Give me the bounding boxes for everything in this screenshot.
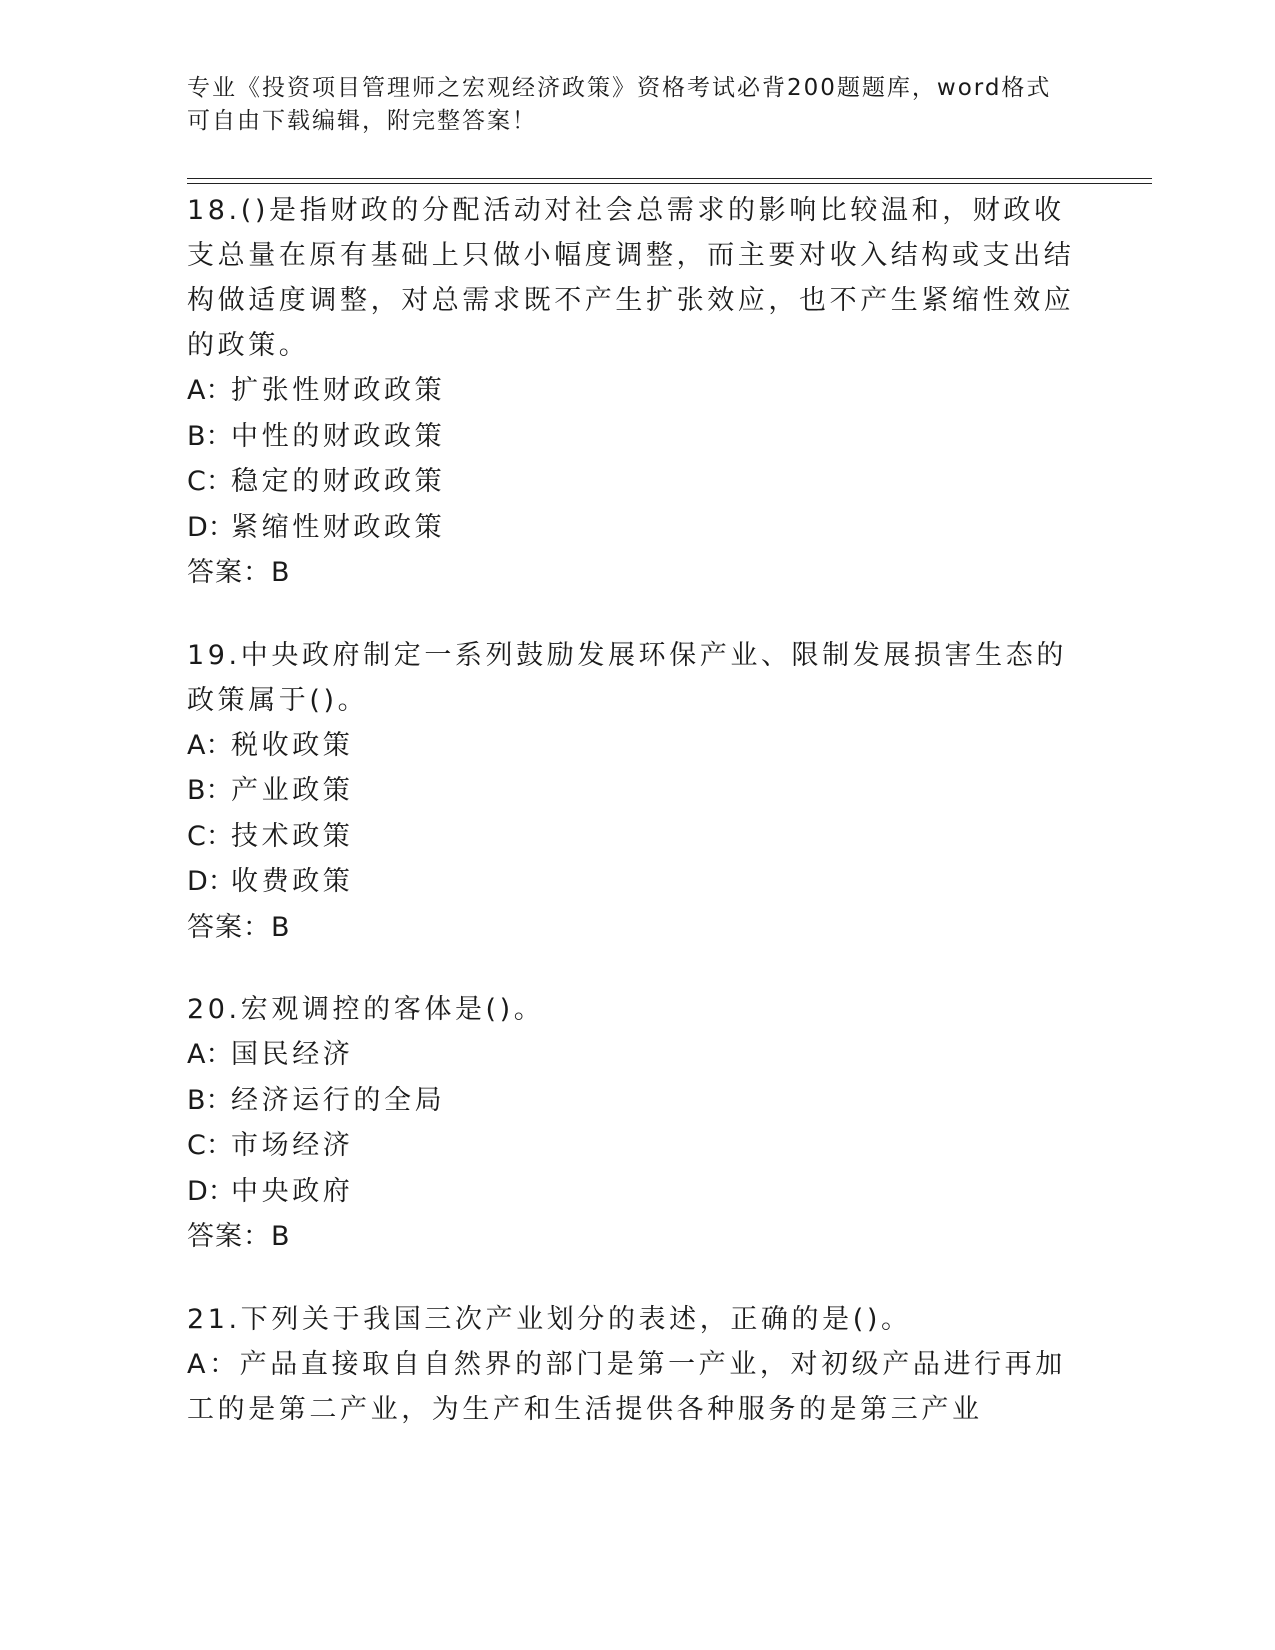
question-stem: 18.()是指财政的分配活动对社会总需求的影响比较温和，财政收支总量在原有基础上只做小幅度调整，而主要对收入结构或支出结构做适度调整，对总需求既不产生扩张效应，也不产生紧缩性效应的政策。	[187, 195, 1075, 361]
option-text: 产品直接取自自然界的部门是第一产业，对初级产品进行再加工的是第二产业，为生产和生活提供各种服务的是第三产业	[187, 1348, 1066, 1425]
option-a	[187, 723, 1087, 769]
option-letter: B：	[187, 775, 233, 806]
option-text: 扩张性财政政策	[231, 375, 446, 406]
option-text: 国民经济	[231, 1039, 354, 1070]
option-letter: A：	[187, 729, 233, 761]
option-text: 经济运行的全局	[231, 1084, 446, 1116]
question-18	[187, 188, 1087, 596]
option-letter: B：	[187, 1084, 233, 1116]
question-stem: 20.宏观调控的客体是()。	[187, 994, 545, 1025]
option-letter: B：	[187, 420, 233, 452]
option-b	[187, 768, 1087, 814]
option-letter: C：	[187, 820, 233, 852]
question-stem: 19.中央政府制定一系列鼓励发展环保产业、限制发展损害生态的政策属于()。	[187, 639, 1067, 716]
question-20	[187, 987, 1087, 1260]
option-text: 产业政策	[231, 775, 354, 806]
answer-line: 答案：B	[187, 557, 291, 588]
answer-line: 答案：B	[187, 1221, 291, 1252]
option-c	[187, 1123, 1087, 1169]
answer-line: 答案：B	[187, 911, 291, 943]
header-divider-bottom	[187, 183, 1152, 184]
option-d	[187, 859, 1087, 905]
header-divider-top	[187, 178, 1152, 179]
option-letter: D：	[187, 1175, 235, 1207]
option-a	[187, 368, 1087, 414]
option-a	[187, 1032, 1087, 1078]
option-text: 技术政策	[231, 820, 354, 852]
option-text: 收费政策	[231, 866, 354, 897]
option-text: 税收政策	[231, 729, 354, 761]
question-21	[187, 1297, 1087, 1433]
question-list	[187, 188, 1087, 1470]
question-stem: 21.下列关于我国三次产业划分的表述，正确的是()。	[187, 1303, 912, 1335]
option-a	[187, 1342, 1087, 1433]
option-b	[187, 1078, 1087, 1124]
option-text: 中央政府	[231, 1175, 354, 1207]
option-letter: C：	[187, 466, 233, 497]
option-text: 紧缩性财政政策	[231, 511, 446, 543]
option-letter: A：	[187, 1348, 240, 1380]
option-text: 市场经济	[231, 1130, 354, 1161]
option-letter: A：	[187, 375, 233, 406]
option-text: 稳定的财政政策	[231, 466, 446, 497]
page-header: 专业《投资项目管理师之宏观经济政策》资格考试必背200题题库，word格式可自由下载编辑，附完整答案！	[187, 75, 1052, 134]
option-c	[187, 814, 1087, 860]
option-letter: D：	[187, 866, 235, 897]
question-19	[187, 633, 1087, 951]
option-letter: D：	[187, 511, 235, 543]
option-letter: A：	[187, 1039, 233, 1070]
option-letter: C：	[187, 1130, 233, 1161]
option-d	[187, 1169, 1087, 1215]
option-c	[187, 459, 1087, 505]
option-text: 中性的财政政策	[231, 420, 446, 452]
option-d	[187, 505, 1087, 551]
option-b	[187, 414, 1087, 460]
